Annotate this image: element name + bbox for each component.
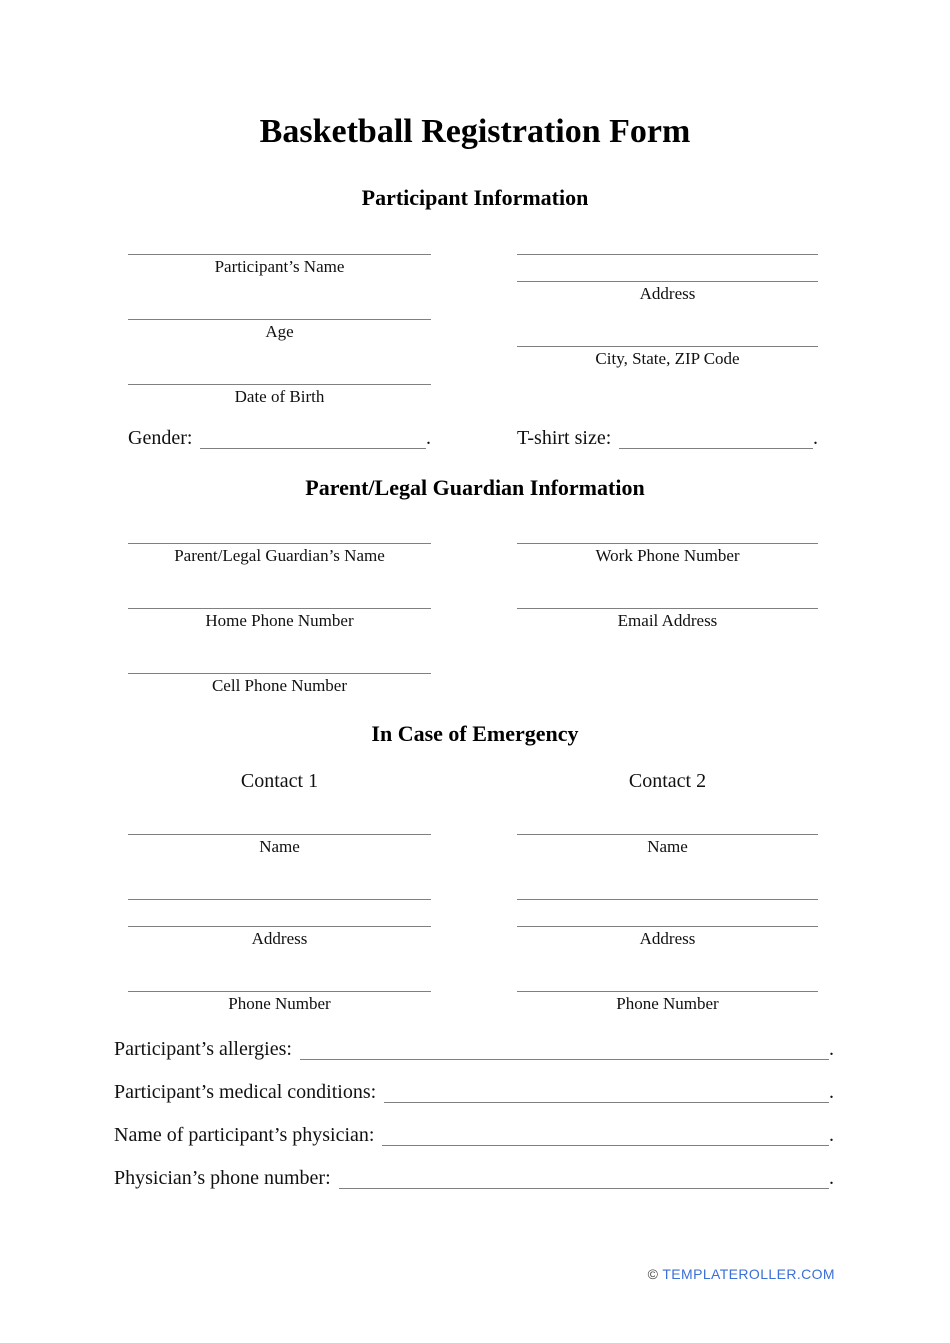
contact2-address-line-2 [517,900,818,927]
field-contact1-name [128,794,431,859]
guardian-name-label: Parent/Legal Guardian’s Name [174,546,385,565]
city-state-zip-label: City, State, ZIP Code [595,349,740,368]
gender-tshirt-row [0,426,950,451]
contact1-name-line [128,794,431,835]
address-label: Address [639,284,696,303]
contact1-column [128,794,431,1016]
physician-name-line [382,1145,829,1146]
home-phone-line [128,568,431,609]
field-cell-phone [128,633,431,698]
allergies-period: . [829,1038,834,1060]
guardian-right-column [517,503,818,698]
gender-field [128,426,431,451]
field-address [517,214,818,306]
contact2-name-line [517,794,818,835]
page-title: Basketball Registration Form [259,113,691,150]
participant-grid [0,214,950,409]
allergies-row [0,1036,950,1062]
field-email [517,568,818,633]
tshirt-size-label: T-shirt size: [517,427,612,449]
participant-left-column [128,214,431,409]
contact1-header: Contact 1 [240,770,319,792]
templateroller-link[interactable]: TEMPLATEROLLER.COM [662,1266,835,1282]
contact-headers-row [0,769,950,794]
email-label: Email Address [617,611,718,630]
cell-phone-label: Cell Phone Number [211,676,348,695]
field-participant-name [128,214,431,279]
section-heading-emergency: In Case of Emergency [371,721,579,746]
field-city-state-zip [517,306,818,371]
email-line [517,568,818,609]
contact1-phone-label: Phone Number [228,994,331,1013]
medical-section [0,1036,950,1191]
address-line-2 [517,255,818,282]
section-heading-participant: Participant Information [361,185,589,210]
field-home-phone [128,568,431,633]
contact2-column [517,794,818,1016]
field-guardian-name [128,503,431,568]
field-date-of-birth [128,344,431,409]
physician-name-period: . [829,1124,834,1146]
home-phone-label: Home Phone Number [205,611,354,630]
tshirt-size-field [517,426,818,451]
gender-label: Gender: [128,427,193,449]
physician-phone-label: Physician’s phone number: [114,1167,331,1189]
medical-conditions-row [0,1079,950,1105]
medical-conditions-label: Participant’s medical conditions: [114,1081,377,1103]
participant-right-column [517,214,818,409]
medical-conditions-line [384,1102,829,1103]
guardian-grid [0,503,950,698]
city-state-zip-line [517,306,818,347]
guardian-name-line [128,503,431,544]
work-phone-line [517,503,818,544]
copyright-symbol: © [647,1266,659,1282]
age-label: Age [265,322,294,341]
physician-phone-line [339,1188,829,1189]
cell-phone-line [128,633,431,674]
physician-name-label: Name of participant’s physician: [114,1124,375,1146]
field-contact2-name [517,794,818,859]
medical-conditions-period: . [829,1081,834,1103]
section-heading-guardian: Parent/Legal Guardian Information [305,475,645,500]
contact1-name-label: Name [259,837,300,856]
participant-name-label: Participant’s Name [214,257,345,276]
date-of-birth-label: Date of Birth [234,387,325,406]
contact2-phone-label: Phone Number [616,994,719,1013]
tshirt-size-line [619,448,813,449]
gender-period: . [426,427,431,449]
participant-name-line [128,214,431,255]
field-contact1-phone [128,951,431,1016]
work-phone-label: Work Phone Number [595,546,740,565]
contact2-header: Contact 2 [628,770,707,792]
contact2-phone-line [517,951,818,992]
age-line [128,279,431,320]
contact1-address-line-2 [128,900,431,927]
tshirt-size-period: . [813,427,818,449]
contact1-phone-line [128,951,431,992]
guardian-left-column [128,503,431,698]
contact1-address-label: Address [251,929,308,948]
physician-phone-row [0,1165,950,1191]
field-contact2-phone [517,951,818,1016]
date-of-birth-line [128,344,431,385]
gender-line [200,448,426,449]
field-work-phone [517,503,818,568]
field-contact2-address [517,859,818,951]
allergies-label: Participant’s allergies: [114,1038,292,1060]
emergency-grid [0,794,950,1016]
field-age [128,279,431,344]
contact2-name-label: Name [647,837,688,856]
contact1-address-line-1 [128,859,431,900]
address-line-1 [517,214,818,255]
allergies-line [300,1059,829,1060]
physician-name-row [0,1122,950,1148]
footer [648,1266,835,1283]
contact2-address-label: Address [639,929,696,948]
physician-phone-period: . [829,1167,834,1189]
contact2-address-line-1 [517,859,818,900]
field-contact1-address [128,859,431,951]
